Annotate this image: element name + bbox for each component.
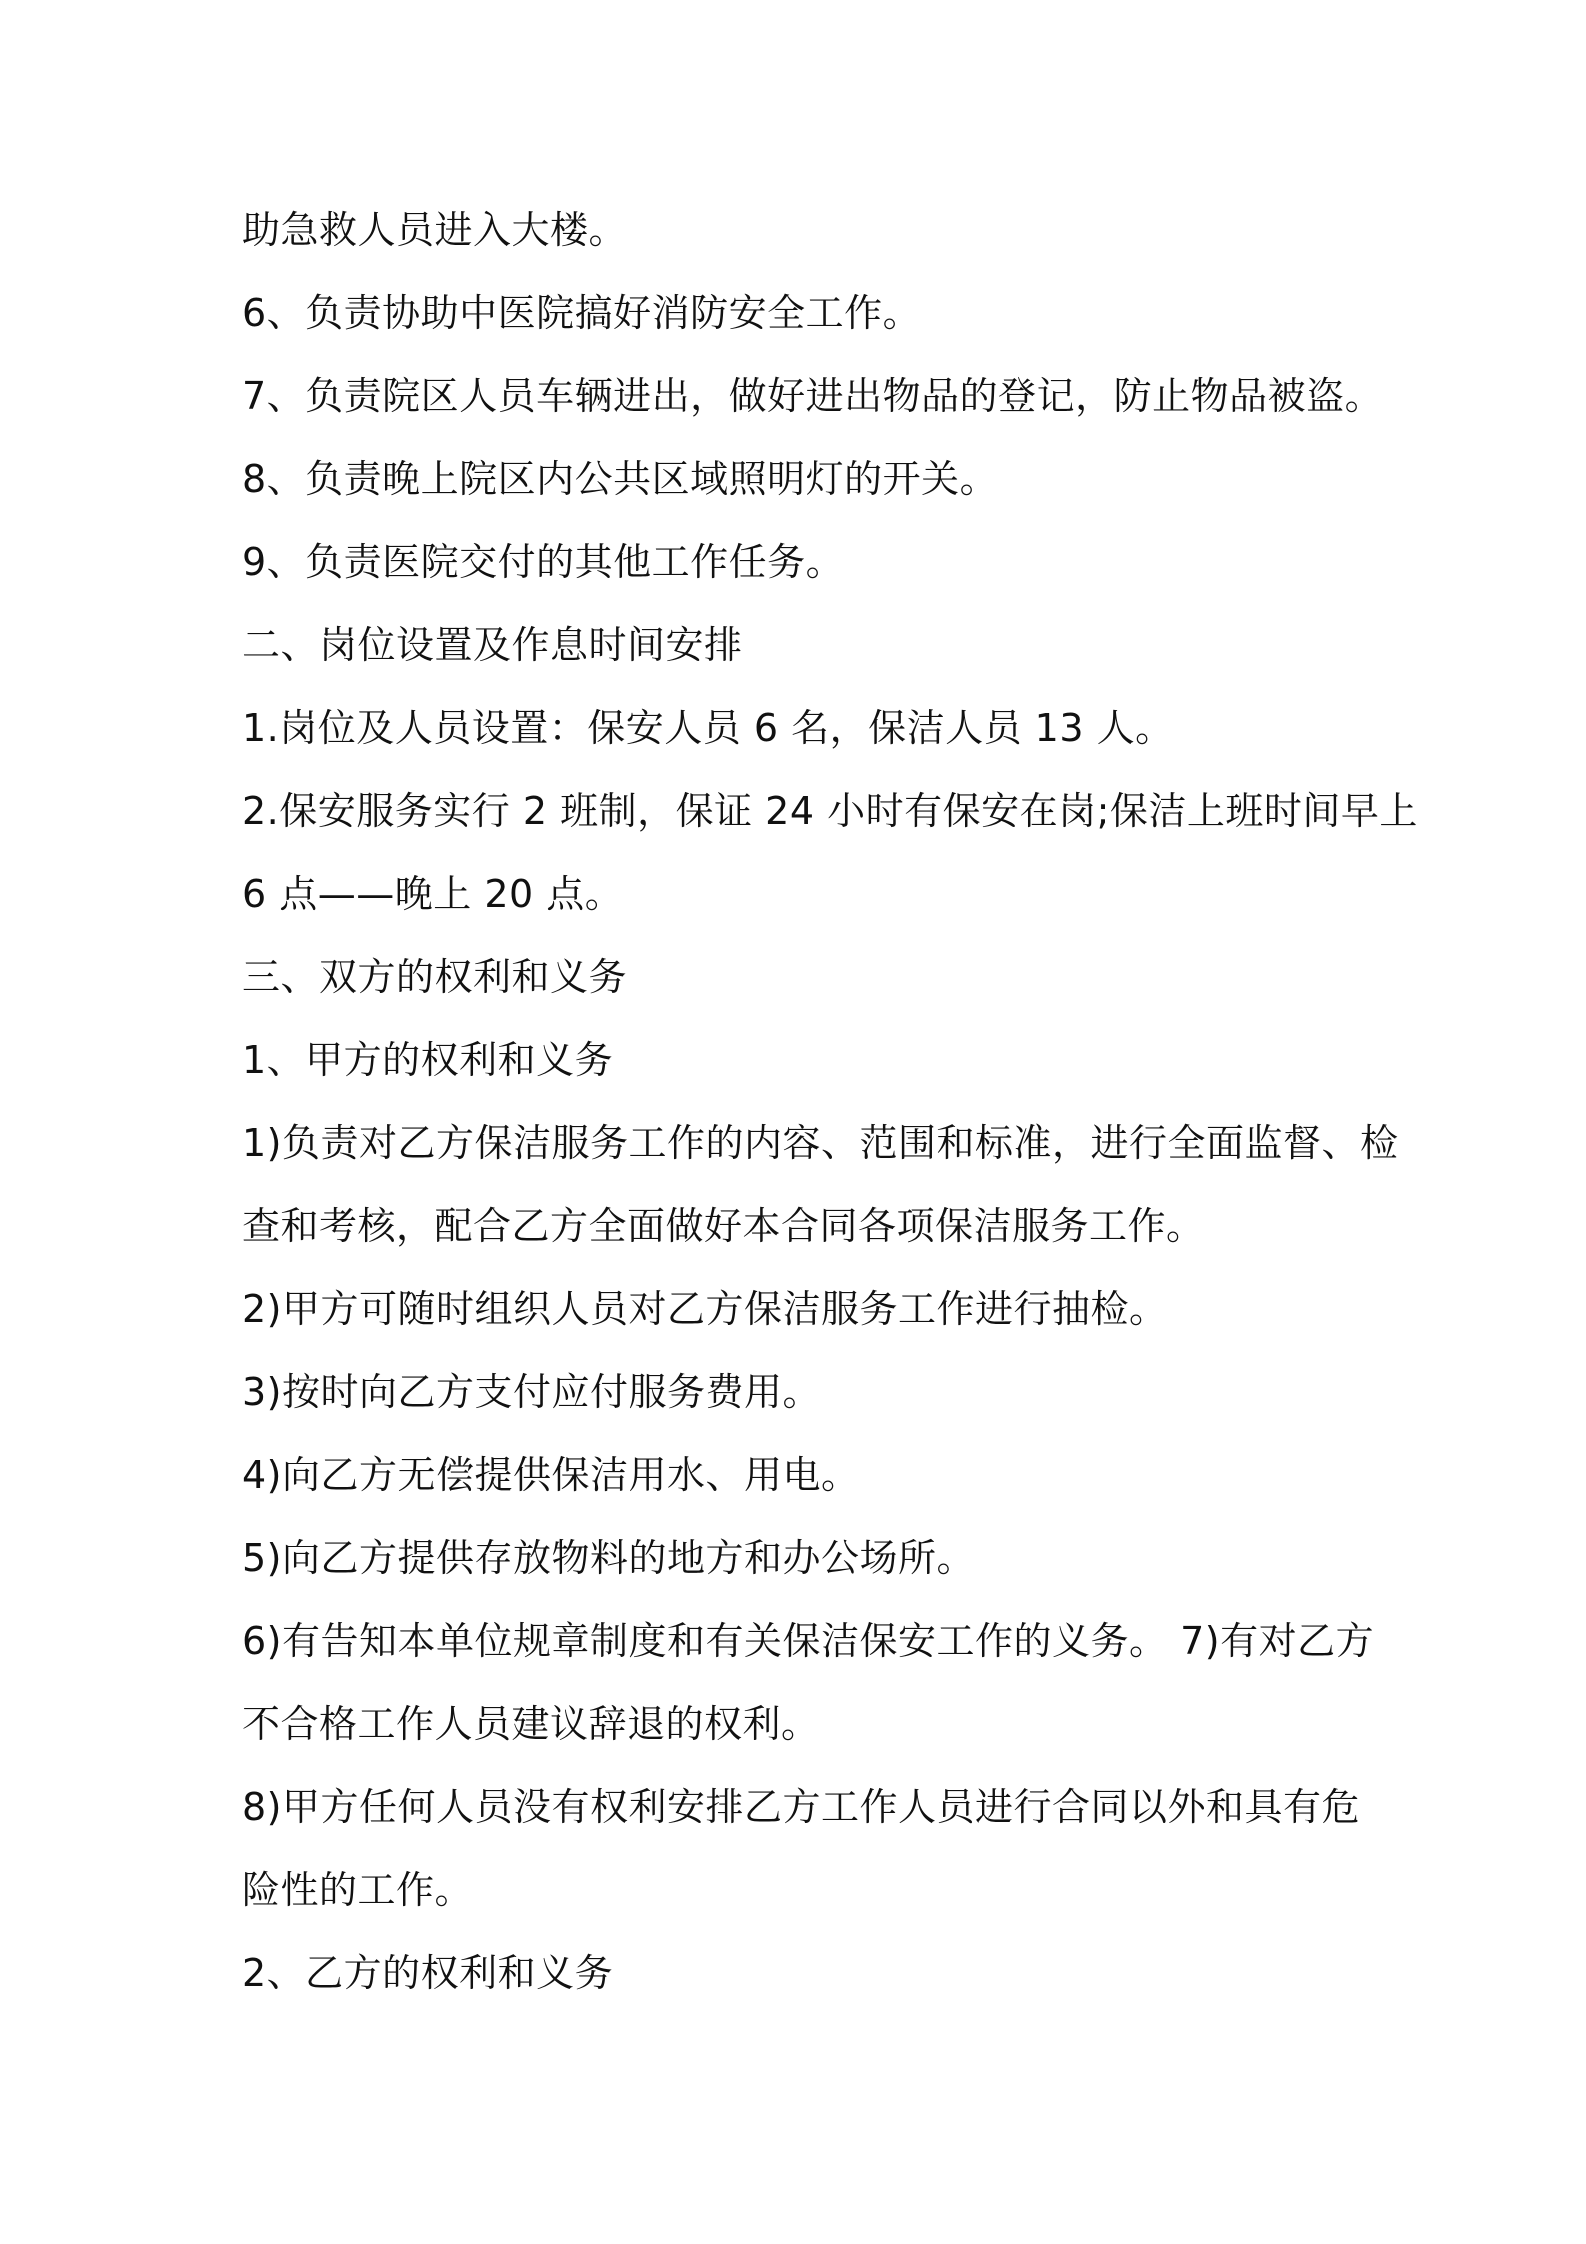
text-line: 查和考核，配合乙方全面做好本合同各项保洁服务工作。	[242, 1204, 1205, 1248]
text-line: 7、负责院区人员车辆进出，做好进出物品的登记，防止物品被盗。	[242, 374, 1384, 418]
section-heading: 三、双方的权利和义务	[242, 955, 628, 999]
text-line: 5)向乙方提供存放物料的地方和办公场所。	[242, 1536, 976, 1580]
text-line: 助急救人员进入大楼。	[242, 208, 628, 252]
text-line: 1)负责对乙方保洁服务工作的内容、范围和标准，进行全面监督、检	[242, 1121, 1399, 1165]
text-line: 1.岗位及人员设置：保安人员 6 名，保洁人员 13 人。	[242, 706, 1174, 750]
subsection-heading: 2、乙方的权利和义务	[242, 1951, 614, 1995]
section-heading: 二、岗位设置及作息时间安排	[242, 623, 743, 667]
subsection-heading: 1、甲方的权利和义务	[242, 1038, 614, 1082]
text-line: 险性的工作。	[242, 1868, 474, 1912]
text-line: 6)有告知本单位规章制度和有关保洁保安工作的义务。 7)有对乙方	[242, 1619, 1375, 1663]
text-line: 2)甲方可随时组织人员对乙方保洁服务工作进行抽检。	[242, 1287, 1168, 1331]
text-line: 8)甲方任何人员没有权利安排乙方工作人员进行合同以外和具有危	[242, 1785, 1361, 1829]
text-line: 6、负责协助中医院搞好消防安全工作。	[242, 291, 922, 335]
text-line: 4)向乙方无偿提供保洁用水、用电。	[242, 1453, 860, 1497]
text-line: 6 点——晚上 20 点。	[242, 872, 624, 916]
text-line: 3)按时向乙方支付应付服务费用。	[242, 1370, 822, 1414]
text-line: 8、负责晚上院区内公共区域照明灯的开关。	[242, 457, 999, 501]
text-line: 9、负责医院交付的其他工作任务。	[242, 540, 845, 584]
text-line: 2.保安服务实行 2 班制，保证 24 小时有保安在岗;保洁上班时间早上	[242, 789, 1418, 833]
text-line: 不合格工作人员建议辞退的权利。	[242, 1702, 820, 1746]
